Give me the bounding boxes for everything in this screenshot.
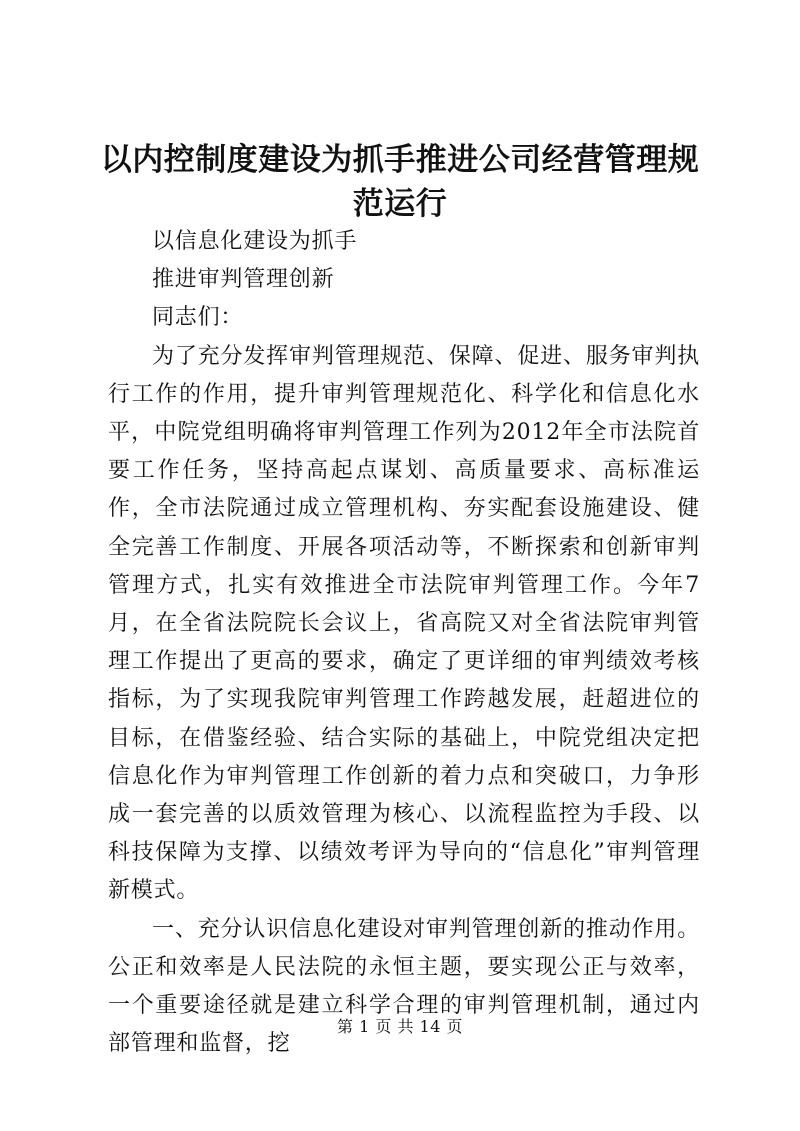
body-paragraph: 一、充分认识信息化建设对审判管理创新的推动作用。公正和效率是人民法院的永恒主题，要实现公正与效率，一个重要途径就是建立科学合理的审判管理机制，通过内部管理和监督，挖: [108, 916, 700, 1057]
body-paragraph: 为了充分发挥审判管理规范、保障、促进、服务审判执行工作的作用，提升审判管理规范化、科学化和信息化水平，中院党组明确将审判管理工作列为2012年全市法院首要工作任务，坚持高起点谋划、高质量要求、高标准运作，全市法院通过成立管理机构、夯实配套设施建设、健全完善工作制度、开展各项活动等，不断探索和创新审判管理方式，扎实有效推进全市法院审判管理工作。今年7月，在全省法院院长会议上，省高院又对全省法院审判管理工作提出了更高的要求，确定了更详细的审判绩效考核指标，为了实现我院审判管理工作跨越发展，赶超进位的目标，在借鉴经验、结合实际的基础上，中院党组决定把信息化作为审判管理工作创新的着力点和突破口，力争形成一套完善的以质效管理为核心、以流程监控为手段、以科技保障为支撑、以绩效考评为导向的“信息化”审判管理新模式。: [108, 343, 700, 904]
subtitle-line-2: 推进审判管理创新: [152, 267, 335, 293]
subtitle-line-1: 以信息化建设为抓手: [152, 229, 358, 254]
document-title: 以内控制度建设为抓手推进公司经营管理规范运行: [100, 142, 700, 222]
salutation: 同志们：: [152, 305, 244, 331]
document-body: [108, 223, 700, 1063]
page-footer: 第 1 页 共 14 页: [337, 1017, 463, 1036]
